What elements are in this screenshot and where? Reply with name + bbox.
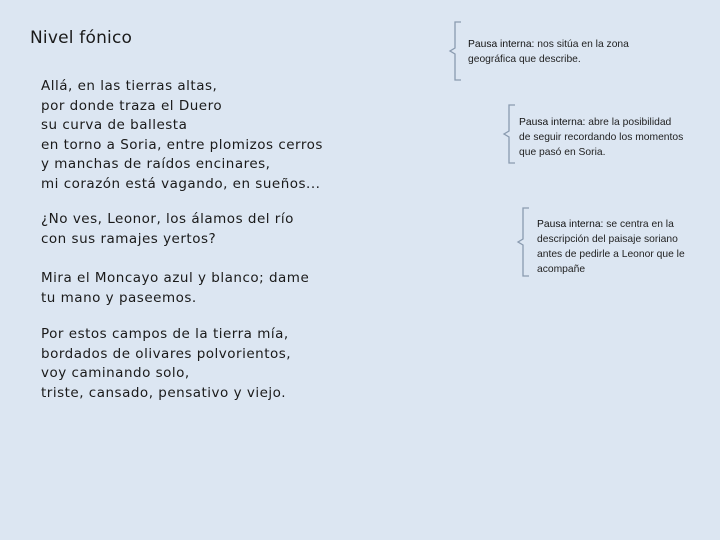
poem-line: bordados de olivares polvorientos, — [41, 345, 292, 362]
poem-stanza-4 — [41, 325, 291, 403]
poem-line: triste, cansado, pensativo y viejo. — [41, 384, 286, 401]
note-text: geográfica que describe. — [468, 54, 581, 65]
note-lead: Pausa interna: — [468, 39, 535, 50]
note-text: de seguir recordando los momentos — [519, 132, 684, 143]
left-brace-icon — [502, 104, 516, 164]
poem-line: Por estos campos de la tierra mía, — [41, 326, 289, 342]
poem-line: Allá, en las tierras altas, — [41, 78, 218, 94]
poem-stanza-1 — [41, 77, 323, 194]
note-text: abre la posibilidad — [588, 117, 672, 128]
left-brace-icon — [448, 21, 462, 81]
poem-line: tu mano y paseemos. — [41, 289, 197, 306]
poem-line: con sus ramajes yertos? — [41, 230, 217, 247]
note-text: descripción del paisaje soriano — [537, 234, 678, 245]
note-text: que pasó en Soria. — [519, 147, 606, 158]
poem-line: mi corazón está vagando, en sueños... — [41, 175, 321, 192]
note-lead: Pausa interna: — [537, 219, 604, 230]
note-text: acompañe — [537, 264, 586, 275]
poem-stanza-3 — [41, 269, 309, 308]
note-text: antes de pedirle a Leonor que le — [537, 249, 685, 260]
note-text: nos sitúa en la zona — [537, 39, 629, 50]
poem-line: voy caminando solo, — [41, 365, 190, 381]
poem-line: ¿No ves, Leonor, los álamos del río — [41, 211, 294, 227]
slide-title: Nivel fónico — [30, 28, 133, 48]
poem-line: su curva de ballesta — [41, 117, 188, 133]
poem-stanza-2 — [41, 210, 294, 249]
poem-line: Mira el Moncayo azul y blanco; dame — [41, 270, 310, 286]
poem-line: y manchas de raídos encinares, — [41, 156, 271, 172]
note-lead: Pausa interna: — [519, 117, 586, 128]
poem-line: por donde traza el Duero — [41, 97, 223, 114]
note-text: se centra en la — [606, 219, 674, 230]
poem-line: en torno a Soria, entre plomizos cerros — [41, 136, 323, 153]
annotation-note-2 — [519, 115, 709, 160]
annotation-note-1 — [468, 37, 678, 67]
left-brace-icon — [516, 207, 530, 277]
annotation-note-3 — [537, 217, 705, 277]
